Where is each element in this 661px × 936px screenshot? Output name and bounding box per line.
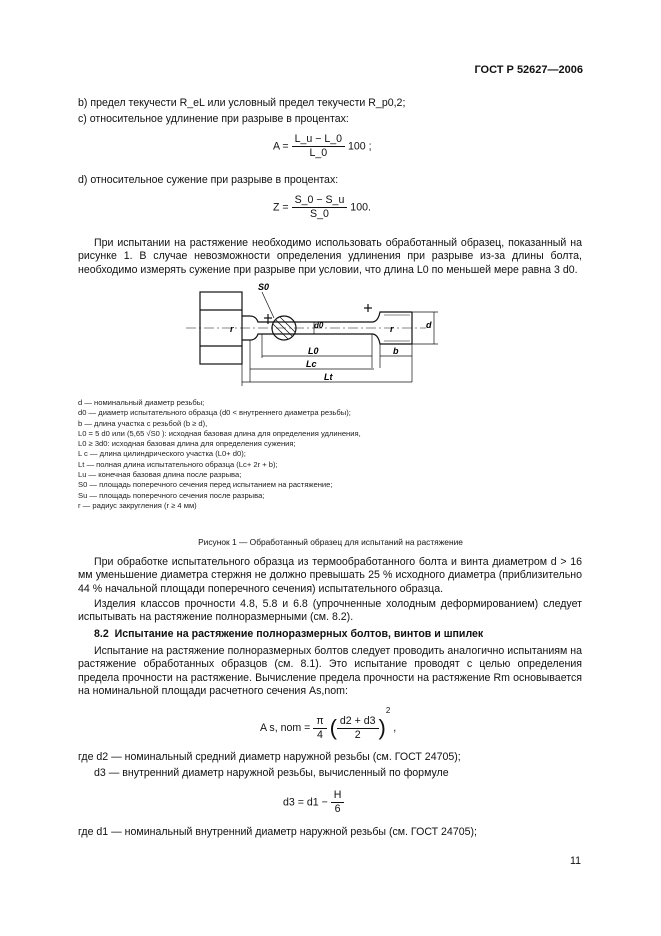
- legend-item: r — радиус закругления (r ≥ 4 мм): [78, 500, 197, 510]
- formula-pi: π: [313, 715, 326, 729]
- formula-reduction: [273, 194, 371, 221]
- figure-caption: Рисунок 1 — Обработанный образец для испытаний на растяжение: [198, 537, 463, 547]
- label-lc: Lc: [306, 359, 317, 369]
- formula-power: 2: [385, 706, 391, 715]
- label-b: b: [393, 346, 399, 356]
- formula-denominator: 2: [354, 728, 361, 741]
- list-item-b: b) предел текучести R_eL или условный предел текучести R_p0,2;: [78, 97, 406, 109]
- legend-item: d — номинальный диаметр резьбы;: [78, 398, 205, 407]
- label-d: d: [426, 320, 432, 330]
- label-lt: Lt: [324, 372, 333, 382]
- paragraph-strength-classes: Изделия классов прочности 4.8, 5.8 и 6.8 (упрочненные холодным деформированием) следует испытывать на растяжение полноразмерными (см. 8.2).: [78, 598, 582, 624]
- list-item-d: d) относительное сужение при разрыве в процентах:: [78, 174, 339, 186]
- formula-d3: [283, 789, 344, 816]
- label-l0: L0: [308, 346, 319, 356]
- formula-numerator: L_u − L_0: [292, 133, 345, 147]
- section-title: Испытание на растяжение полноразмерных болтов, винтов и шпилек: [114, 628, 484, 640]
- formula-denominator: S_0: [310, 208, 329, 220]
- formula-denominator: 6: [334, 803, 341, 815]
- label-s0: S0: [258, 282, 270, 292]
- formula-tail: 100.: [350, 201, 371, 214]
- formula-four: 4: [317, 728, 323, 741]
- standard-header: ГОСТ Р 52627—2006: [474, 64, 583, 76]
- formula-stress-area: A s, nom = $\frac{\pi}{4}$ ( $\frac{d2 + d3}{2}$ )$^2$ ,: [260, 706, 397, 741]
- paragraph-specimen: При испытании на растяжение необходимо использовать обработанный образец, показанный на рисунке 1. В случае невозможности определения удлинения при разрыве из-за длины болта, необходимо измерять сужение при разрыве при условии, что длина L0 по меньшей мере равна 3 d0.: [78, 237, 582, 276]
- label-r-left: r: [230, 324, 234, 334]
- formula-denominator: L_0: [309, 147, 328, 159]
- label-d0: d0: [314, 321, 324, 330]
- formula-lhs: A s, nom =: [260, 722, 311, 734]
- list-item-c: c) относительное удлинение при разрыве в процентах:: [78, 113, 349, 125]
- legend-item: L c — длина цилиндрического участка (L0+ d0);: [78, 449, 246, 459]
- formula-numerator: H: [331, 789, 345, 803]
- formula-lhs: A =: [273, 140, 289, 153]
- where-d2: где d2 — номинальный средний диаметр наружной резьбы (см. ГОСТ 24705);: [78, 751, 461, 763]
- paragraph-full-size: Испытание на растяжение полноразмерных болтов следует проводить аналогично испытаниям на растяжение обработанных образцов (см. 8.1). Это испытание проводят с целью определения предела прочности на растяжение. Вычисление предела прочности на растяжение Rm основывается на номинальной площади расчетного сечения As,nom:: [78, 645, 582, 697]
- legend-item: L0 ≥ 3d0: исходная базовая длина для определения сужения;: [78, 439, 296, 449]
- legend-item: L0 = 5 d0 или (5,65 √S0 ): исходная базовая длина для определения удлинения,: [78, 428, 361, 438]
- legend-item: b — длина участка с резьбой (b ≥ d),: [78, 418, 208, 428]
- section-number: 8.2: [94, 628, 109, 640]
- figure-legend: [78, 398, 361, 511]
- formula-numerator: d2 + d3: [337, 715, 379, 729]
- formula-tail: 100 ;: [347, 140, 372, 153]
- paragraph-heat-treated: При обработке испытательного образца из термообработанного болта и винта диаметром d > 16 мм уменьшение диаметра стержня не должно превышать 25 % исходного диаметра (приблизительно 44 % начальной площади поперечного сечения) испытательного образца.: [78, 556, 582, 595]
- legend-item: Su — площадь поперечного сечения после разрыва;: [78, 490, 265, 500]
- formula-lhs: d3 = d1 −: [283, 796, 328, 809]
- section-heading: [94, 628, 483, 641]
- specimen-figure: [180, 278, 450, 396]
- legend-item: S0 — площадь поперечного сечения перед испытанием на растяжение;: [78, 480, 333, 490]
- where-d1: где d1 — номинальный внутренний диаметр наружной резьбы (см. ГОСТ 24705);: [78, 826, 477, 838]
- page-number: 11: [570, 855, 581, 867]
- label-r-right: r: [390, 324, 394, 334]
- formula-numerator: S_0 − S_u: [292, 194, 348, 208]
- where-d3: d3 — внутренний диаметр наружной резьбы, вычисленный по формуле: [94, 767, 449, 779]
- legend-item: Lt — полная длина испытательного образца (Lc+ 2r + b);: [78, 459, 278, 469]
- legend-item: d0 — диаметр испытательного образца (d0 < внутреннего диаметра резьбы);: [78, 408, 351, 418]
- formula-elongation: [273, 133, 372, 160]
- formula-lhs: Z =: [273, 201, 289, 214]
- legend-item: Lu — конечная базовая длина после разрыва;: [78, 470, 242, 480]
- formula-tail: ,: [393, 722, 397, 734]
